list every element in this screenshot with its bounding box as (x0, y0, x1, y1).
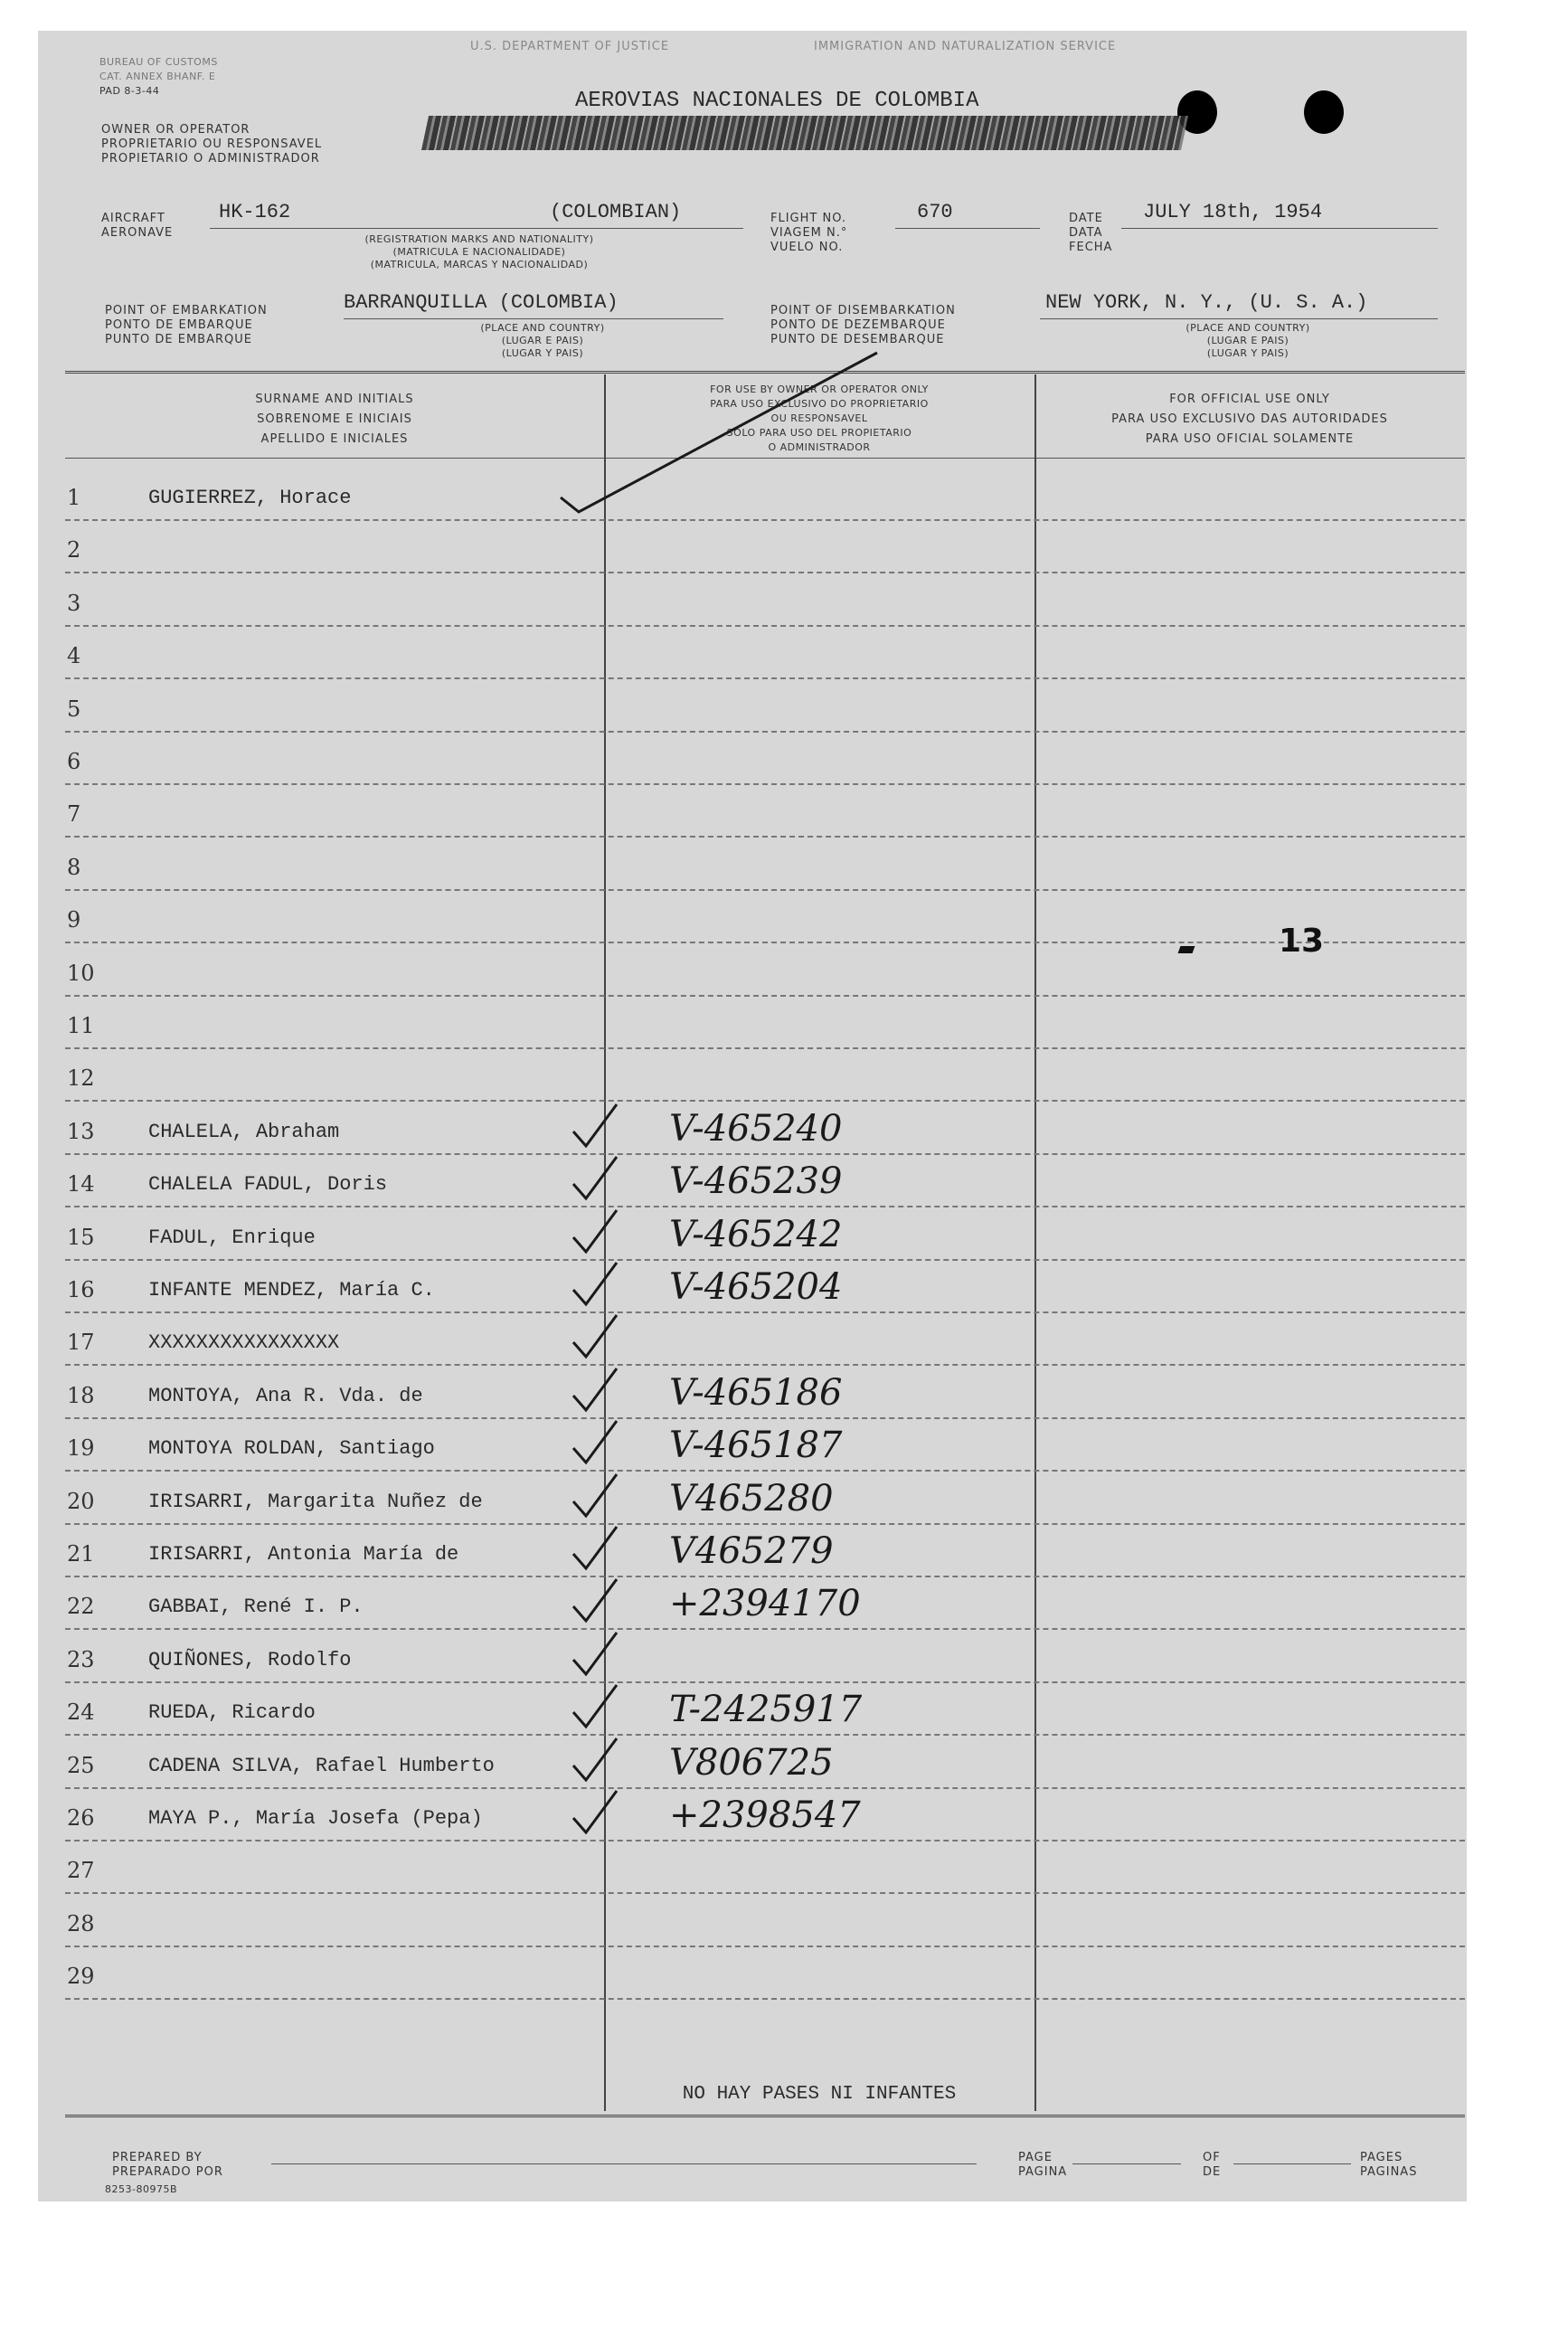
row-rule (65, 889, 1465, 891)
embark-value: BARRANQUILLA (COLOMBIA) (344, 291, 619, 314)
row-number: 26 (67, 1805, 95, 1831)
disembark-label-es: PUNTO DE DESEMBARQUE (770, 333, 945, 346)
row-rule (65, 1100, 1465, 1102)
punch-hole-right (1304, 90, 1344, 134)
pages-label-es: PAGINAS (1360, 2165, 1418, 2179)
col-owner-4: SOLO PARA USO DEL PROPIETARIO (726, 427, 912, 439)
row-rule (65, 783, 1465, 785)
row-rule (65, 572, 1465, 573)
date-value: JULY 18th, 1954 (1143, 201, 1323, 223)
row-rule (65, 836, 1465, 838)
document-number: V465279 (669, 1530, 834, 1572)
row-rule (65, 1734, 1465, 1736)
col-surname-2: SOBRENOME E INICIAIS (257, 412, 412, 426)
no-passengers-note: NO HAY PASES NI INFANTES (682, 2084, 957, 2105)
row-rule (65, 1364, 1465, 1366)
form-code: 8253-80975B (105, 2183, 178, 2195)
col-owner-3: OU RESPONSAVEL (770, 412, 868, 424)
col-official-2: PARA USO EXCLUSIVO DAS AUTORIDADES (1111, 412, 1388, 426)
aircraft-nationality: (COLOMBIAN) (550, 201, 682, 223)
document-number: V-465242 (669, 1214, 843, 1255)
form-info-3: PAD 8-3-44 (99, 85, 160, 97)
owner-value: AEROVIAS NACIONALES DE COLOMBIA (575, 89, 979, 113)
row-number: 22 (67, 1594, 95, 1619)
row-rule (65, 677, 1465, 679)
row-rule (65, 1417, 1465, 1419)
col-divider-2 (1034, 374, 1036, 2111)
row-number: 18 (67, 1383, 95, 1408)
page-line (1072, 2163, 1181, 2164)
row-rule (65, 1998, 1465, 2000)
embark-place-note-2: (LUGAR E PAIS) (501, 335, 584, 346)
embark-label-en: POINT OF EMBARKATION (105, 304, 268, 317)
row-rule (65, 1259, 1465, 1261)
row-number: 1 (67, 485, 81, 510)
flight-value: 670 (917, 201, 953, 223)
row-rule (65, 1892, 1465, 1894)
row-number: 13 (67, 1119, 95, 1144)
form-info-1: BUREAU OF CUSTOMS (99, 56, 218, 68)
row-rule (65, 1946, 1465, 1947)
page-label-es: PAGINA (1018, 2165, 1068, 2179)
checkmark-icon (568, 1257, 622, 1311)
date-label-pt: DATA (1069, 226, 1103, 240)
embark-place-note-1: (PLACE AND COUNTRY) (480, 322, 605, 334)
row-number: 5 (67, 696, 81, 722)
official-stamp-number: 13 (1279, 923, 1325, 960)
date-line (1121, 228, 1438, 229)
checkmark-icon (568, 1310, 622, 1364)
row-rule (65, 1576, 1465, 1577)
disembark-place-note-3: (LUGAR Y PAIS) (1206, 347, 1289, 359)
embark-place-note-3: (LUGAR Y PAIS) (501, 347, 584, 359)
table-bottom-rule (65, 2115, 1465, 2117)
checkmark-icon (568, 1785, 622, 1840)
document-number: V806725 (669, 1742, 834, 1784)
passenger-name: RUEDA, Ricardo (148, 1701, 316, 1724)
registration-note-3: (MATRICULA, MARCAS Y NACIONALIDAD) (370, 259, 589, 270)
row-number: 10 (67, 961, 95, 986)
disembark-place-note-1: (PLACE AND COUNTRY) (1185, 322, 1310, 334)
row-rule (65, 625, 1465, 627)
row-number: 16 (67, 1277, 95, 1302)
checkmark-icon (568, 1469, 622, 1523)
owner-label-en: OWNER OR OPERATOR (101, 123, 250, 137)
row-number: 2 (67, 537, 81, 563)
document-number: T-2425917 (669, 1689, 863, 1730)
passenger-name: CHALELA FADUL, Doris (148, 1173, 388, 1196)
row-number: 17 (67, 1330, 95, 1355)
top-stamp-1: U.S. DEPARTMENT OF JUSTICE (470, 40, 670, 53)
row-rule (65, 1787, 1465, 1789)
aircraft-line (210, 228, 743, 229)
row-number: 21 (67, 1541, 95, 1567)
row-rule (65, 519, 1465, 521)
pages-label-en: PAGES (1360, 2151, 1403, 2164)
row-rule (65, 1628, 1465, 1630)
registration-note-2: (MATRICULA E NACIONALIDADE) (392, 246, 566, 258)
document-number: V465280 (669, 1478, 834, 1520)
row-number: 23 (67, 1647, 95, 1672)
disembark-place-note-2: (LUGAR E PAIS) (1206, 335, 1289, 346)
document-number: V-465187 (669, 1425, 843, 1466)
flight-line (895, 228, 1040, 229)
row-number: 3 (67, 591, 81, 616)
disembark-value: NEW YORK, N. Y., (U. S. A.) (1045, 291, 1368, 314)
embark-label-pt: PONTO DE EMBARQUE (105, 318, 253, 332)
passenger-name: MONTOYA ROLDAN, Santiago (148, 1437, 435, 1460)
col-official-1: FOR OFFICIAL USE ONLY (1169, 393, 1330, 406)
passenger-name: IRISARRI, Antonia María de (148, 1543, 459, 1566)
passenger-name: INFANTE MENDEZ, María C. (148, 1279, 435, 1302)
prepared-line (271, 2163, 977, 2164)
checkmark-icon (568, 1363, 622, 1417)
checkmark-icon (568, 1415, 622, 1470)
row-number: 25 (67, 1753, 95, 1778)
checkmark-icon (568, 1521, 622, 1576)
disembark-label-pt: PONTO DE DEZEMBARQUE (770, 318, 946, 332)
row-rule (65, 731, 1465, 733)
row-rule (65, 995, 1465, 997)
row-number: 12 (67, 1065, 95, 1091)
row-number: 29 (67, 1964, 95, 1989)
prepared-by-es: PREPARADO POR (112, 2165, 223, 2179)
document-number: V-465186 (669, 1372, 843, 1414)
col-owner-1: FOR USE BY OWNER OR OPERATOR ONLY (710, 383, 929, 395)
passenger-name: CHALELA, Abraham (148, 1121, 340, 1143)
document-number: V-465204 (669, 1266, 843, 1308)
row-rule (65, 942, 1465, 943)
checkmark-icon (568, 1733, 622, 1787)
aircraft-value: HK-162 (219, 201, 291, 223)
passenger-name: QUIÑONES, Rodolfo (148, 1649, 352, 1671)
document-number: V-465239 (669, 1160, 843, 1202)
checkmark-icon (568, 1099, 622, 1153)
row-number: 15 (67, 1225, 95, 1250)
stamp-mark (1178, 946, 1195, 953)
row-number: 24 (67, 1699, 95, 1725)
row-number: 27 (67, 1858, 95, 1883)
document-number: +2398547 (669, 1794, 861, 1836)
row-rule (65, 1840, 1465, 1841)
diagonal-check-stroke (543, 335, 886, 516)
row-rule (65, 1153, 1465, 1155)
row-rule (65, 1311, 1465, 1313)
page-label-en: PAGE (1018, 2151, 1053, 2164)
checkmark-icon (568, 1151, 622, 1206)
embark-line (344, 318, 723, 319)
passenger-name: IRISARRI, Margarita Nuñez de (148, 1491, 483, 1513)
document-number: V-465240 (669, 1108, 843, 1150)
row-number: 7 (67, 801, 81, 827)
passenger-name: FADUL, Enrique (148, 1226, 316, 1249)
passenger-name: CADENA SILVA, Rafael Humberto (148, 1755, 495, 1777)
embark-label-es: PUNTO DE EMBARQUE (105, 333, 252, 346)
aircraft-label-en: AIRCRAFT (101, 212, 165, 225)
row-number: 28 (67, 1911, 95, 1936)
row-number: 8 (67, 855, 81, 880)
col-official-3: PARA USO OFICIAL SOLAMENTE (1145, 432, 1355, 446)
disembark-line (1040, 318, 1438, 319)
row-number: 11 (67, 1013, 95, 1038)
row-number: 6 (67, 749, 81, 774)
of-label-es: DE (1203, 2165, 1222, 2179)
flight-label-pt: VIAGEM N.° (770, 226, 848, 240)
prepared-by-en: PREPARED BY (112, 2151, 203, 2164)
row-number: 19 (67, 1435, 95, 1461)
date-label-es: FECHA (1069, 241, 1113, 254)
col-surname-1: SURNAME AND INITIALS (255, 393, 414, 406)
document-number: +2394170 (669, 1583, 861, 1624)
disembark-label-en: POINT OF DISEMBARKATION (770, 304, 956, 317)
passenger-name: MAYA P., María Josefa (Pepa) (148, 1807, 483, 1830)
row-number: 4 (67, 643, 81, 668)
col-surname-3: APELLIDO E INICIALES (260, 432, 409, 446)
of-line (1233, 2163, 1351, 2164)
row-rule (65, 1470, 1465, 1472)
row-rule (65, 1681, 1465, 1683)
row-number: 20 (67, 1489, 95, 1514)
passenger-name: GABBAI, René I. P. (148, 1595, 364, 1618)
owner-redacted-stamp (421, 116, 1188, 150)
col-owner-2: PARA USO EXCLUSIVO DO PROPRIETARIO (710, 398, 929, 410)
col-owner-5: O ADMINISTRADOR (768, 441, 871, 453)
registration-note-1: (REGISTRATION MARKS AND NATIONALITY) (364, 233, 594, 245)
passenger-name: XXXXXXXXXXXXXXXX (148, 1331, 340, 1354)
row-rule (65, 1206, 1465, 1207)
checkmark-icon (568, 1680, 622, 1734)
checkmark-icon (568, 1205, 622, 1259)
row-rule (65, 1047, 1465, 1049)
of-label-en: OF (1203, 2151, 1221, 2164)
form-info-2: CAT. ANNEX BHANF. E (99, 71, 216, 82)
checkmark-icon (568, 1627, 622, 1681)
passenger-name: MONTOYA, Ana R. Vda. de (148, 1385, 423, 1407)
checkmark-icon (568, 1574, 622, 1628)
passenger-name: GUGIERREZ, Horace (148, 487, 352, 509)
owner-label-pt: PROPRIETARIO OU RESPONSAVEL (101, 137, 323, 151)
flight-label-es: VUELO NO. (770, 241, 844, 254)
owner-label-es: PROPIETARIO O ADMINISTRADOR (101, 152, 320, 166)
row-rule (65, 1523, 1465, 1525)
aircraft-label-pt: AERONAVE (101, 226, 174, 240)
row-number: 9 (67, 907, 81, 933)
row-number: 14 (67, 1171, 95, 1197)
top-stamp-2: IMMIGRATION AND NATURALIZATION SERVICE (814, 40, 1117, 53)
flight-label-en: FLIGHT NO. (770, 212, 847, 225)
date-label-en: DATE (1069, 212, 1103, 225)
